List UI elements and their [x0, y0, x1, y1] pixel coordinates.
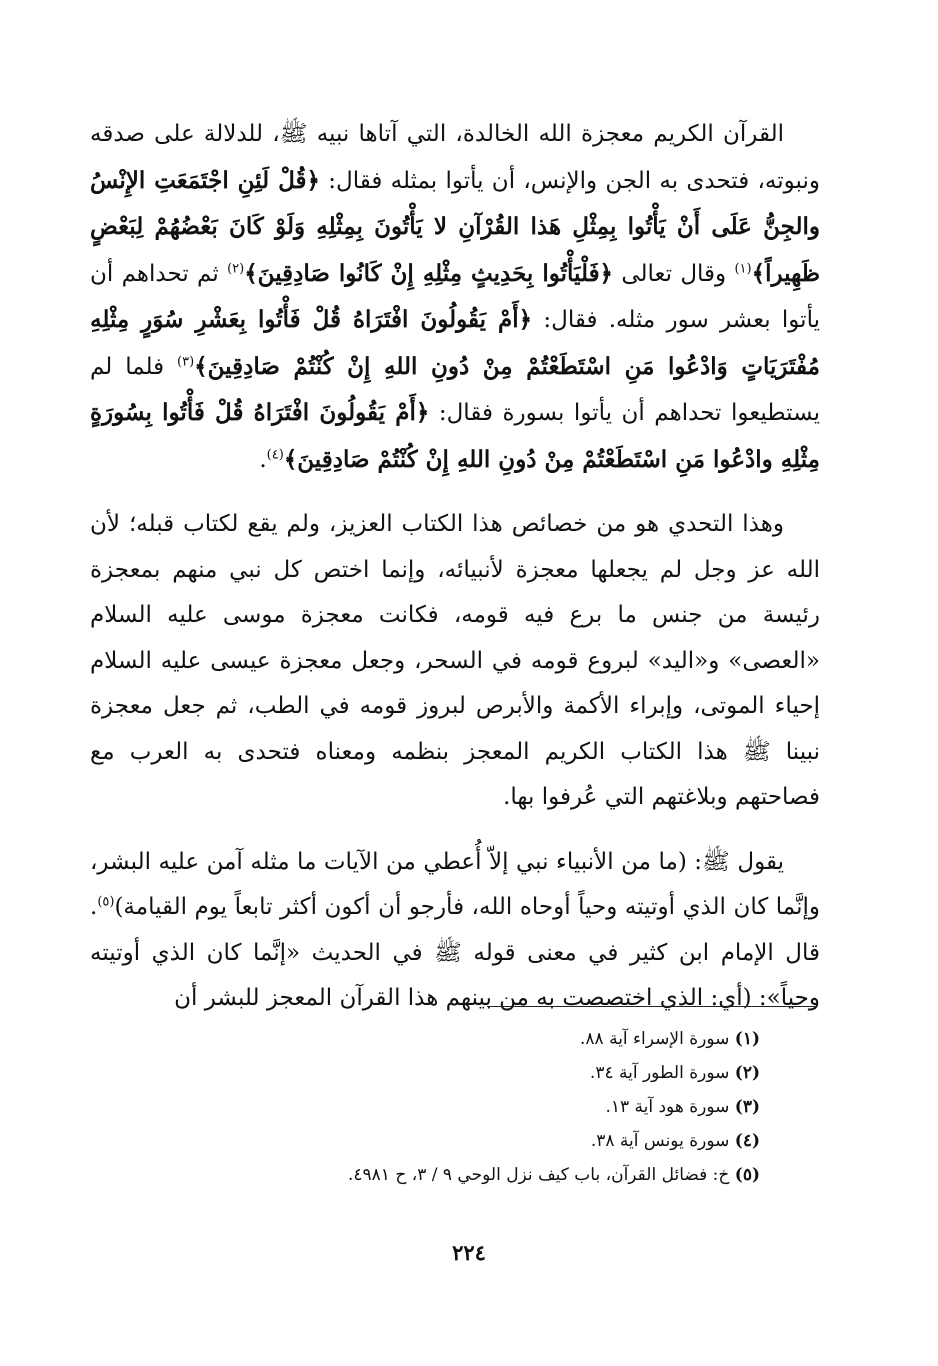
footnote-number: (٣): [734, 1097, 760, 1117]
quran-verse-2: ﴿فَلْيَأْتُوا بِحَدِيثٍ مِثْلِهِ إِنْ كَانُوا صَادِقِينَ﴾: [244, 259, 614, 287]
paragraph-1: [90, 112, 820, 483]
footnote-number: (٥): [734, 1165, 760, 1185]
quran-verse-4: ﴿أَمْ يَقُولُونَ افْتَرَاهُ قُلْ فَأْتُوا بِسُورَةٍ مِثْلِهِ وادْعُوا مَنِ اسْتَطَعْتُمْ مِنْ دُونِ اللهِ إِنْ كُنْتُمْ صَادِقِينَ﴾: [90, 399, 820, 473]
footnote-5: [220, 1158, 760, 1192]
footnote-ref-5[interactable]: (٥): [97, 894, 115, 910]
paragraph-3-text-2: . قال الإمام ابن كثير في معنى قوله ﷺ في الحديث «إنَّما كان الذي أوتيته وحياً»: (أي: الذي اختصصت به من بينهم هذا القرآن المعجز للبشر أن: [90, 894, 820, 1011]
paragraph-2: وهذا التحدي هو من خصائص هذا الكتاب العزيز، ولم يقع لكتاب قبله؛ لأن الله عز وجل لم يجعلها معجزة لأنبيائه، وإنما اختص كل نبي منهم بمعجزة رئيسة من جنس ما برع فيه قومه، فكانت معجزة موسى عليه السلام «العصى» و«اليد» لبروع قومه في السحر، وجعل معجزة عيسى عليه السلام إحياء الموتى، وإبراء الأكمة والأبرص لبروز قومه في الطب، ثم جعل معجزة نبينا ﷺ هذا الكتاب الكريم المعجز بنظمه ومعناه فتحدى به العرب مع فصاحتهم وبلاغتهم التي عُرفوا بها.: [90, 511, 820, 810]
paragraph-1-text-2: وقال تعالى: [613, 260, 735, 287]
footnote-text: سورة هود آية ١٣.: [605, 1097, 730, 1117]
paragraph-1-text-3: ثم تحداهم أن يأتوا بعشر سور مثله. فقال:: [90, 260, 820, 333]
footnote-ref-2[interactable]: (٢): [227, 260, 245, 276]
footnotes: [220, 1022, 760, 1192]
footnote-divider: [487, 1006, 815, 1007]
footnote-1: [220, 1022, 760, 1056]
paragraph-1-text-1: القرآن الكريم معجزة الله الخالدة، التي آتاها نبيه ﷺ، للدلالة على صدقه ونبوته، فتحدى به الجن والإنس، أن يأتوا بمثله فقال:: [90, 121, 820, 194]
paragraph-1-text-5: .: [259, 446, 267, 473]
page-body: [90, 112, 820, 1022]
footnote-ref-4[interactable]: (٤): [266, 446, 284, 462]
paragraph-1-text-4: فلما لم يستطيعوا تحداهم أن يأتوا بسورة فقال:: [90, 353, 820, 426]
footnote-4: [220, 1124, 760, 1158]
footnote-number: (٤): [734, 1131, 760, 1151]
footnote-number: (٢): [734, 1063, 760, 1083]
quran-verse-1: ﴿قُلْ لَئِنِ اجْتَمَعَتِ الإِنْسُ والجِنُّ عَلَى أَنْ يَأْتُوا بِمِثْلِ هَذا القُرْآنِ لا يَأْتُونَ بِمِثْلِهِ وَلَوْ كَانَ بَعْضُهُمْ لِبَعْضٍ ظَهِيراً﴾: [90, 166, 821, 287]
footnote-text: سورة يونس آية ٣٨.: [590, 1131, 730, 1151]
paragraph-3-text-1: يقول ﷺ: (ما من الأنبياء نبي إلاّ أُعطي من الآيات ما مثله آمن عليه البشر، وإنَّما كان الذي أوتيته وحياً أوحاه الله، فأرجو أن أكون أكثر تابعاً يوم القيامة): [90, 848, 820, 920]
page-number: ٢٢٤: [452, 1240, 486, 1265]
paragraph-3: [90, 840, 820, 1022]
footnote-ref-1[interactable]: (١): [734, 260, 752, 276]
footnote-text: سورة الإسراء آية ٨٨.: [580, 1029, 730, 1049]
footnote-text: سورة الطور آية ٣٤.: [589, 1063, 730, 1083]
footnote-2: [220, 1056, 760, 1090]
quran-verse-3: ﴿أَمْ يَقُولُونَ افْتَرَاهُ قُلْ فَأْتُوا بِعَشْرِ سُوَرٍ مِثْلِهِ مُفْتَرَيَاتٍ وَادْعُوا مَنِ اسْتَطَعْتُمْ مِنْ دُونِ اللهِ إِنْ كُنْتُمْ صَادِقِينَ﴾: [90, 306, 820, 380]
footnote-text: خ: فضائل القرآن، باب كيف نزل الوحي ٩ / ٣، ح ٤٩٨١.: [347, 1165, 730, 1185]
footnote-ref-3[interactable]: (٣): [177, 353, 195, 369]
footnote-3: [220, 1090, 760, 1124]
footnote-number: (١): [734, 1029, 760, 1049]
